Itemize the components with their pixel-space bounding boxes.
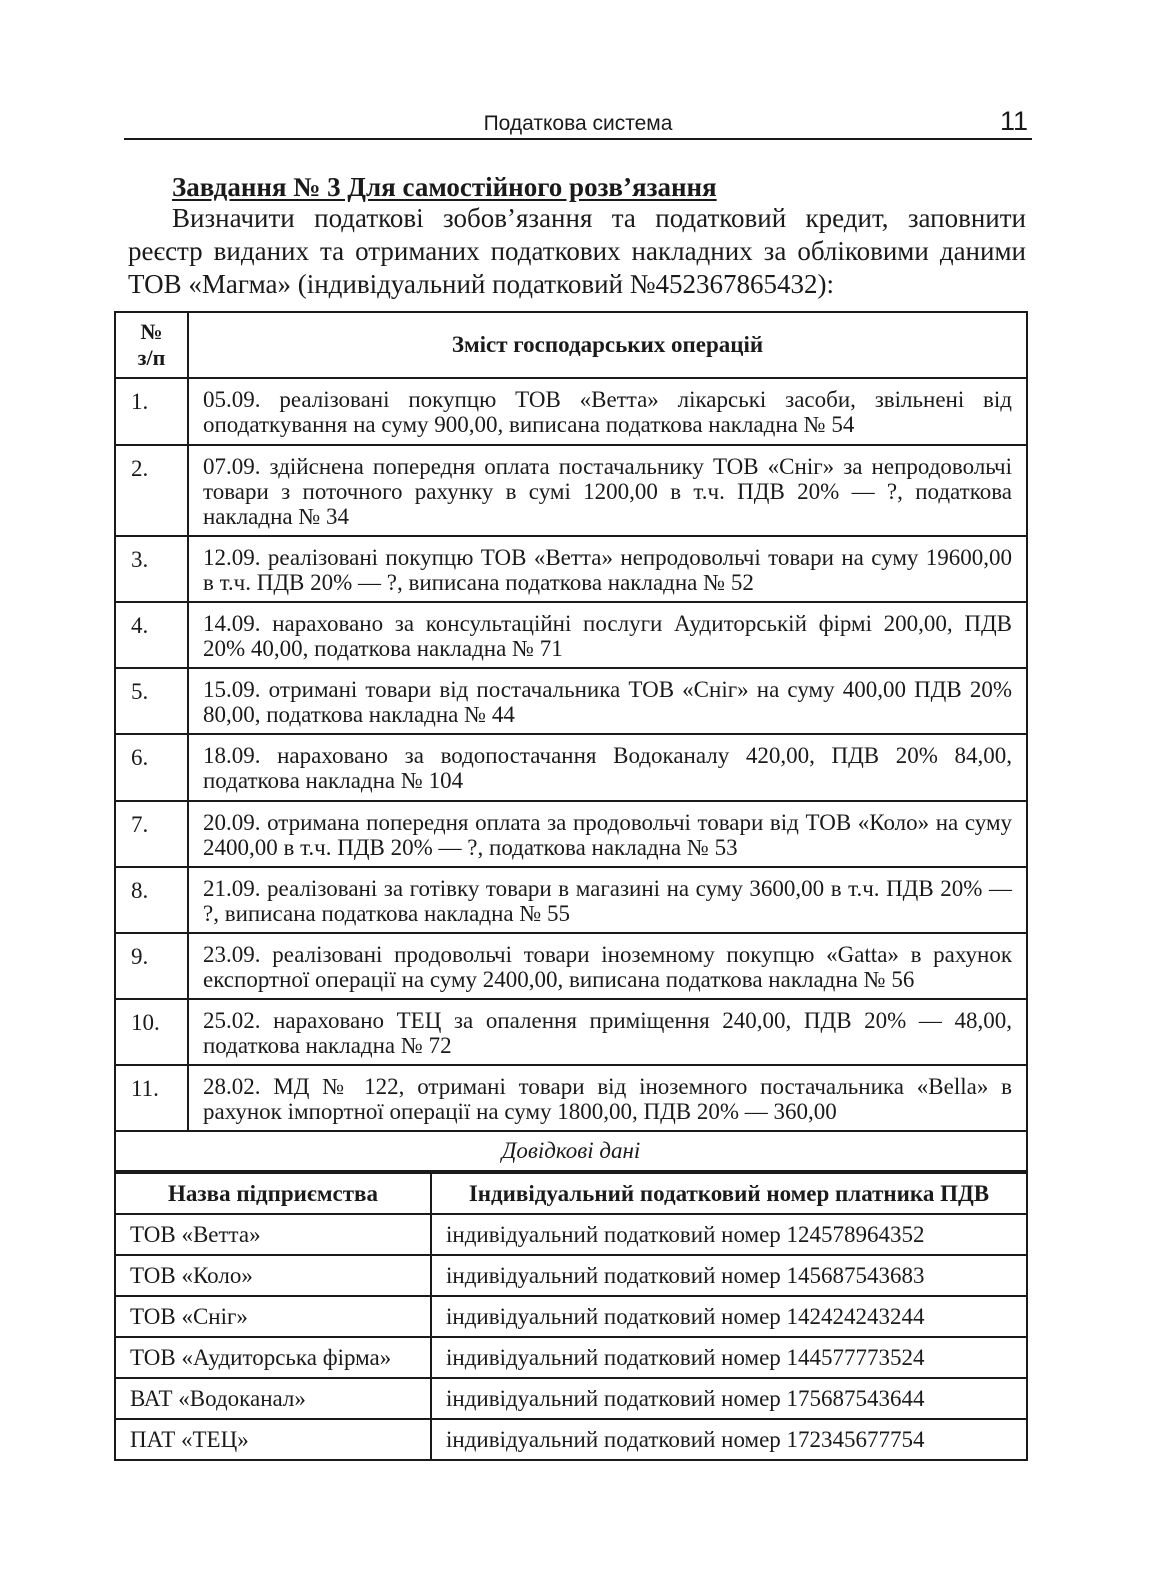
operation-description: 18.09. нараховано за водопостачання Водоканалу 420,00, ПДВ 20% 84,00, податкова накладна № 104 (188, 734, 1027, 801)
table-row (115, 1255, 1027, 1296)
column-header-tax-number: Індивідуальний податковий номер платника ПДВ (431, 1173, 1027, 1214)
reference-table (114, 1172, 1028, 1461)
table-row (115, 999, 1027, 1065)
task-intro: Визначити податкові зобов’язання та податковий кредит, заповнити реєстр виданих та отриманих податкових накладних за обліковими даними ТОВ «Магма» (індивідуальний податковий №452367865432): (128, 203, 1026, 299)
operation-description: 12.09. реалізовані покупцю ТОВ «Ветта» непродовольчі товари на суму 19600,00 в т.ч. ПДВ 20% — ?, виписана податкова накладна № 52 (188, 536, 1027, 602)
row-number: 3. (115, 536, 188, 602)
reference-title-row (115, 1131, 1027, 1171)
table-row (115, 1378, 1027, 1419)
table-row (115, 445, 1027, 536)
reference-title: Довідкові дані (115, 1131, 1027, 1171)
operation-description: 21.09. реалізовані за готівку товари в магазині на суму 3600,00 в т.ч. ПДВ 20% — ?, виписана податкова накладна № 55 (188, 867, 1027, 933)
table-row (115, 1419, 1027, 1460)
table-row (115, 602, 1027, 668)
table-row (115, 378, 1027, 445)
row-number: 6. (115, 734, 188, 801)
column-header-description: Зміст господарських операцій (188, 312, 1027, 378)
column-header-company: Назва підприємства (115, 1173, 431, 1214)
table-row (115, 536, 1027, 602)
table-row (115, 933, 1027, 999)
operation-description: 28.02. МД № 122, отримані товари від іноземного постачальника «Bella» в рахунок імпортної операції на суму 1800,00, ПДВ 20% — 360,00 (188, 1065, 1027, 1131)
page-header (124, 104, 1032, 140)
table-row (115, 668, 1027, 734)
operation-description: 25.02. нараховано ТЕЦ за опалення приміщення 240,00, ПДВ 20% — 48,00, податкова накладна № 72 (188, 999, 1027, 1065)
header-num-abbr: з/п (137, 345, 166, 370)
company-name: ВАТ «Водоканал» (115, 1378, 431, 1419)
task-heading: Завдання № 3 Для самостійного розв’язання (172, 172, 717, 202)
operation-description: 05.09. реалізовані покупцю ТОВ «Ветта» лікарські засоби, звільнені від оподаткування на суму 900,00, виписана податкова накладна № 54 (188, 378, 1027, 445)
operations-header-row (115, 312, 1027, 378)
operation-description: 20.09. отримана попередня оплата за продовольчі товари від ТОВ «Коло» на суму 2400,00 в т.ч. ПДВ 20% — ?, податкова накладна № 53 (188, 801, 1027, 867)
operation-description: 15.09. отримані товари від постачальника ТОВ «Сніг» на суму 400,00 ПДВ 20% 80,00, податкова накладна № 44 (188, 668, 1027, 734)
row-number: 11. (115, 1065, 188, 1131)
table-row (115, 801, 1027, 867)
row-number: 8. (115, 867, 188, 933)
reference-header-row (115, 1173, 1027, 1214)
row-number: 7. (115, 801, 188, 867)
company-name: ТОВ «Коло» (115, 1255, 431, 1296)
header-num-symbol: № (140, 319, 163, 344)
tax-number: індивідуальний податковий номер 144577773524 (431, 1337, 1027, 1378)
table-row (115, 1296, 1027, 1337)
tax-number: індивідуальний податковий номер 175687543644 (431, 1378, 1027, 1419)
row-number: 2. (115, 445, 188, 536)
row-number: 10. (115, 999, 188, 1065)
operation-description: 14.09. нараховано за консультаційні послуги Аудиторській фірмі 200,00, ПДВ 20% 40,00, податкова накладна № 71 (188, 602, 1027, 668)
table-row (115, 1337, 1027, 1378)
tax-number: індивідуальний податковий номер 124578964352 (431, 1214, 1027, 1255)
tax-number: індивідуальний податковий номер 142424243244 (431, 1296, 1027, 1337)
row-number: 5. (115, 668, 188, 734)
tax-number: індивідуальний податковий номер 145687543683 (431, 1255, 1027, 1296)
company-name: ТОВ «Сніг» (115, 1296, 431, 1337)
table-row (115, 867, 1027, 933)
row-number: 1. (115, 378, 188, 445)
operations-table (114, 311, 1028, 1172)
company-name: ТОВ «Аудиторська фірма» (115, 1337, 431, 1378)
table-row (115, 1214, 1027, 1255)
page-number: 11 (999, 106, 1028, 136)
operation-description: 07.09. здійснена попередня оплата постачальнику ТОВ «Сніг» за непродовольчі товари з поточного рахунку в сумі 1200,00 в т.ч. ПДВ 20% — ?, податкова накладна № 34 (188, 445, 1027, 536)
running-title: Податкова система (483, 112, 673, 135)
tax-number: індивідуальний податковий номер 172345677754 (431, 1419, 1027, 1460)
table-row (115, 734, 1027, 801)
row-number: 4. (115, 602, 188, 668)
column-header-number (115, 312, 188, 378)
company-name: ТОВ «Ветта» (115, 1214, 431, 1255)
company-name: ПАТ «ТЕЦ» (115, 1419, 431, 1460)
operation-description: 23.09. реалізовані продовольчі товари іноземному покупцю «Gatta» в рахунок експортної операції на суму 2400,00, виписана податкова накладна № 56 (188, 933, 1027, 999)
row-number: 9. (115, 933, 188, 999)
table-row (115, 1065, 1027, 1131)
